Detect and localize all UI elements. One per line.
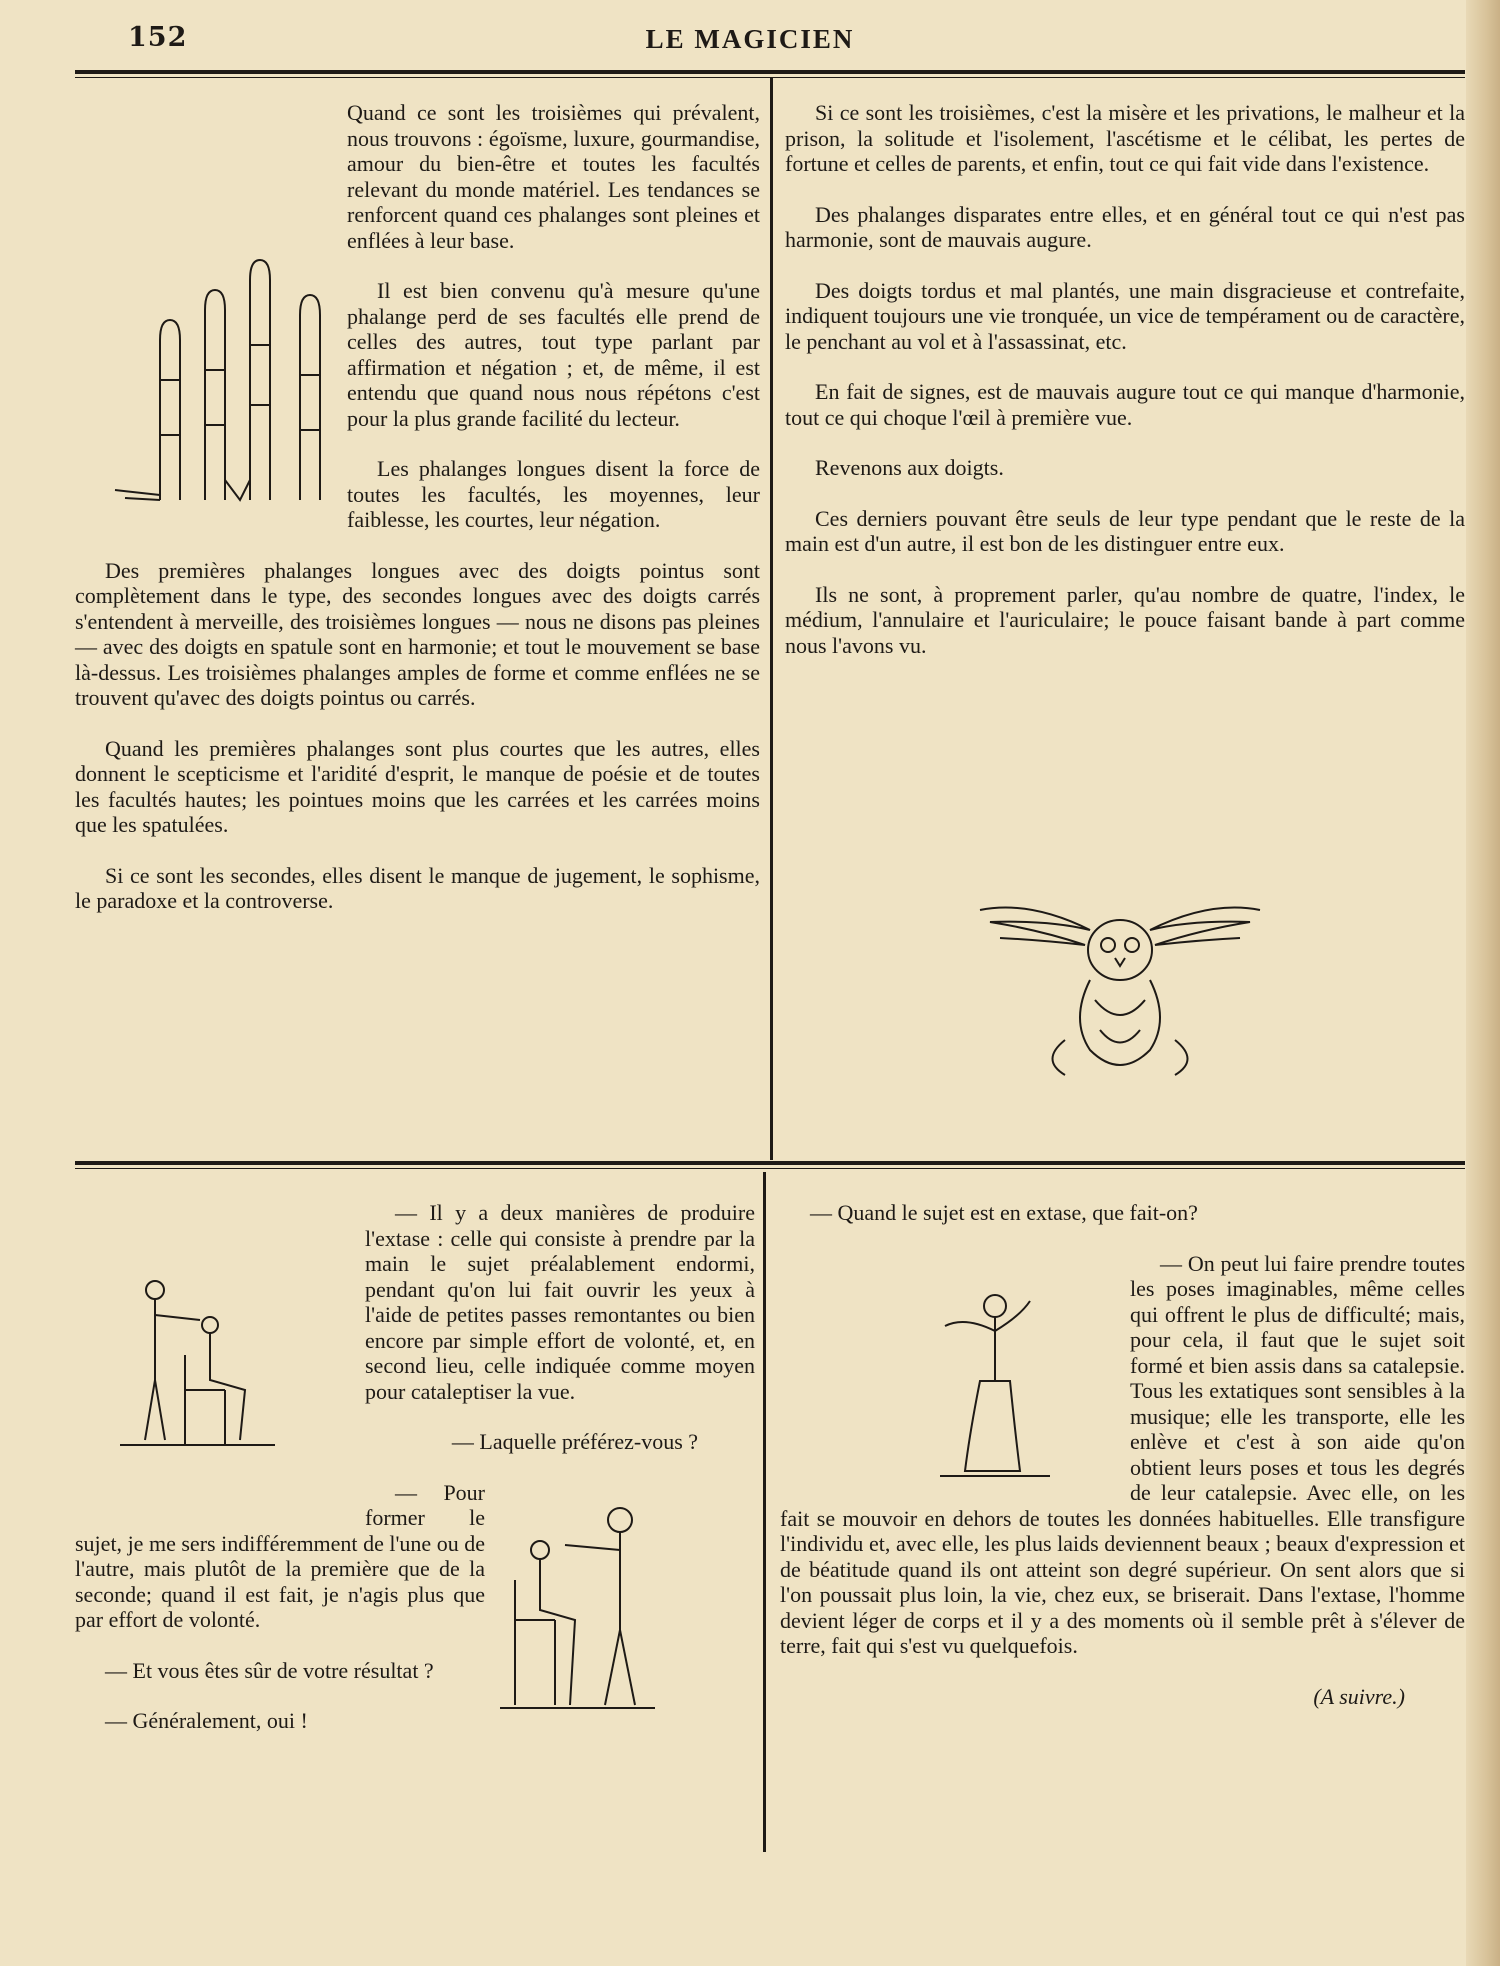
bottom-right-column (780, 1200, 1465, 1734)
page-number: 152 (128, 22, 188, 53)
top-left-paragraph-5: Quand les premières phalanges sont plus courtes que les autres, elles donnent le scepticisme et l'aridité d'esprit, le manque de poésie et de toutes les facultés hautes; les pointues moins que les carrées et les carrées moins que les spatulées. (75, 735, 760, 837)
top-right-paragraph-1: Si ce sont les troisièmes, c'est la misère et les privations, le malheur et la prison, la solitude et l'isolement, l'ascétisme et le célibat, les pertes de fortune et celles de parents, et enfin, tout ce qui fait vide dans l'existence. (785, 100, 1465, 176)
page-title: LE MAGICIEN (645, 24, 855, 54)
top-left-paragraph-1: Quand ce sont les troisièmes qui prévalent, nous trouvons : égoïsme, luxure, gourmandise, amour du bien-être et toutes les facultés relevant du monde matériel. Les tendances se renforcent quand ces phalanges sont pleines et enflées à leur base. (347, 100, 760, 253)
top-right-paragraph-4: En fait de signes, est de mauvais augure tout ce qui manque d'harmonie, tout ce qui choque l'œil à première vue. (785, 379, 1465, 430)
top-right-paragraph-3: Des doigts tordus et mal plantés, une main disgracieuse et contrefaite, indiquent toujours une vie tronquée, un vice de tempérament ou de caractère, le penchant au vol et à l'assassinat, etc. (785, 277, 1465, 354)
bottom-right-question: — Quand le sujet est en extase, que fait-on? (810, 1200, 1198, 1225)
magnetizer-standing-illustration (115, 1240, 355, 1510)
page-edge (1466, 0, 1500, 1966)
top-left-paragraph-3: Les phalanges longues disent la force de toutes les facultés, les moyennes, leur faiblesse, les courtes, leur négation. (347, 456, 760, 532)
to-be-continued: (A suivre.) (1313, 1683, 1405, 1709)
bottom-right-paragraph: — On peut lui faire prendre toutes les poses imaginables, même celles qui offrent le plus de difficulté; mais, pour cela, il faut que le sujet soit formé et bien assis dans sa catalepsie. Tous les extatiques sont sensibles à la musique; elle les transporte, elle les enlève et c'est à son aide qu'on obtient leurs poses et tous les degrés de leur catalepsie. Avec elle, on les fait se mouvoir en dehors de toutes les données habituelles. Elle transfigure l'individu et, avec elle, les plus laids deviennent beaux ; beaux d'expression et de béatitude quand ils ont atteint son degré supérieur. On sent alors que si l'on poussait plus loin, la vie, chez eux, se briserait. Dans l'extase, l'homme devient léger de corps et il y a des moments où il semble prêt à s'élever de terre, fait qui s'est vu quelquefois. (780, 1250, 1465, 1658)
column-divider-top (770, 78, 773, 1160)
bottom-left-paragraph-4: — Et vous êtes sûr de votre résultat ? (105, 1657, 434, 1683)
owl-vignette-illustration (970, 890, 1270, 1090)
top-left-paragraph-4: Des premières phalanges longues avec des doigts pointus sont complètement dans le type, des secondes longues avec des doigts carrés s'entendent à merveille, des troisièmes longues — nous ne disons pas pleines — avec des doigts en spatule sont en harmonie; et tout le mouvement se base là-dessus. Les troisièmes phalanges amples de forme et comme enflées ne se trouvent qu'avec des doigts pointus ou carrés. (75, 557, 760, 710)
bottom-left-column (75, 1200, 755, 1759)
bottom-left-paragraph-1: — Il y a deux manières de produire l'extase : celle qui consiste à prendre par la main le sujet préalablement endormi, pendant qu'on lui fait ouvrir les yeux à l'aide de petites passes remontantes ou bien encore par simple effort de volonté, et, en second lieu, celle indiquée comme moyen pour cataleptiser la vue. (365, 1200, 755, 1404)
bottom-left-paragraph-3: — Pour former le sujet, je me sers indifféremment de l'une ou de l'autre, mais plutôt de la première que de la seconde; quand il est fait, je n'agis plus que par effort de volonté. (75, 1479, 485, 1632)
section-rule-thick (75, 1161, 1465, 1165)
top-right-paragraph-6: Ces derniers pouvant être seuls de leur type pendant que le reste de la main est d'un autre, il est bon de les distinguer entre eux. (785, 505, 1465, 556)
ecstatic-figure-illustration (870, 1271, 1120, 1501)
bottom-left-question: — Laquelle préférez-vous ? (451, 1429, 699, 1454)
magnetizer-seated-illustration (495, 1490, 665, 1720)
top-right-paragraph-5: Revenons aux doigts. (815, 455, 1004, 480)
bottom-left-paragraph-5: — Généralement, oui ! (105, 1708, 308, 1733)
column-divider-bottom (763, 1172, 766, 1852)
section-rule-thin (75, 1168, 1465, 1169)
top-right-paragraph-2: Des phalanges disparates entre elles, et en général tout ce qui n'est pas harmonie, sont de mauvais augure. (785, 201, 1465, 252)
phalanges-illustration (75, 180, 335, 520)
top-left-paragraph-6: Si ce sont les secondes, elles disent le manque de jugement, le sophisme, le paradoxe et la controverse. (75, 862, 760, 913)
top-right-column (785, 100, 1465, 683)
top-left-column (75, 100, 760, 939)
header-rule-thick (75, 70, 1465, 74)
top-right-paragraph-7: Ils ne sont, à proprement parler, qu'au nombre de quatre, l'index, le médium, l'annulaire et l'auriculaire; le pouce faisant bande à part comme nous l'avons vu. (785, 581, 1465, 658)
top-left-paragraph-2: Il est bien convenu qu'à mesure qu'une phalange perd de ses facultés elle prend de celles des autres, tout type parlant par affirmation et négation ; et, de même, il est entendu que quand nous nous répétons c'est pour la plus grande facilité du lecteur. (347, 278, 760, 431)
